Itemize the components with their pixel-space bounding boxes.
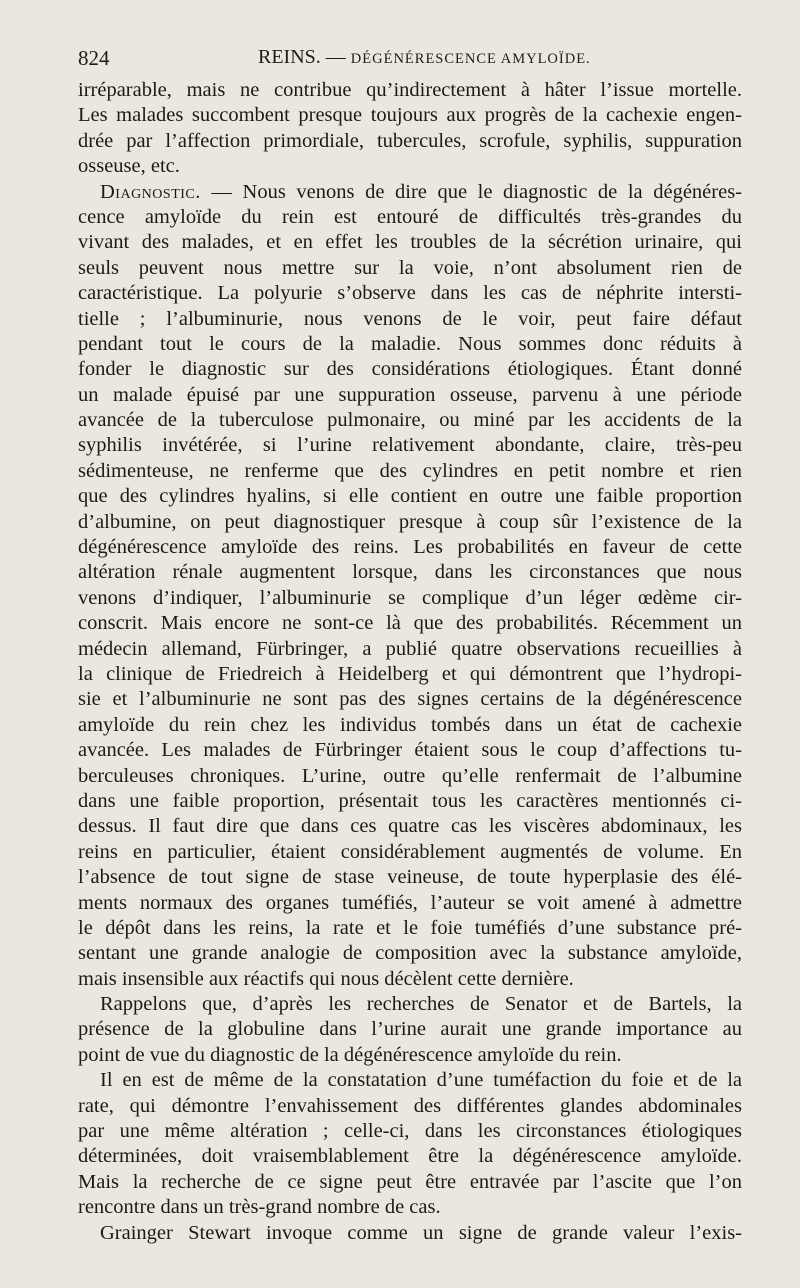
text-line: ments normaux des organes tuméfiés, l’auteur se voit amené à admettre <box>78 891 742 914</box>
text-line: Il en est de même de la constatation d’une tuméfaction du foie et de la <box>100 1069 742 1092</box>
page-header <box>78 46 742 74</box>
text-line: sédimenteuse, ne renferme que des cylindres en petit nombre et rien <box>78 459 742 482</box>
running-head-separator: — <box>325 46 346 68</box>
body-text <box>78 78 742 1246</box>
paragraph <box>78 1068 742 1220</box>
text-line: sentant une grande analogie de composition avec la substance amyloïde, <box>78 942 742 965</box>
text-line: mais insensible aux réactifs qui nous décèlent cette dernière. <box>78 967 574 990</box>
paragraph <box>78 180 742 993</box>
text-line: que des cylindres hyalins, si elle contient en outre une faible proportion <box>78 485 742 508</box>
text-line: drée par l’affection primordiale, tubercules, scrofule, syphilis, suppuration <box>78 129 742 152</box>
text-line: la clinique de Friedreich à Heidelberg et qui démontrent que l’hydropi- <box>78 662 742 685</box>
text-line: d’albumine, on peut diagnostiquer presque à coup sûr l’existence de la <box>78 510 742 533</box>
text-line: Grainger Stewart invoque comme un signe de grande valeur l’exis- <box>100 1221 742 1244</box>
text-line: avancée de la tuberculose pulmonaire, ou miné par les accidents de la <box>78 409 742 432</box>
paragraph <box>78 1221 742 1246</box>
text-line: osseuse, etc. <box>78 155 180 178</box>
page-number: 824 <box>78 46 110 70</box>
text-line: Rappelons que, d’après les recherches de Senator et de Bartels, la <box>100 993 742 1016</box>
running-head-subtitle: DÉGÉNÉRESCENCE AMYLOÏDE. <box>350 51 591 67</box>
text-line: berculeuses chroniques. L’urine, outre qu’elle renfermait de l’albumine <box>78 764 742 787</box>
text-line: altération rénale augmentent lorsque, dans les circonstances que nous <box>78 561 742 584</box>
running-head-title: REINS. <box>258 46 321 68</box>
text-line: avancée. Les malades de Fürbringer étaient sous le coup d’affections tu- <box>78 739 742 762</box>
text-line: déterminées, doit vraisemblablement être la dégénérescence amyloïde. <box>78 1145 742 1168</box>
text-line: pendant tout le cours de la maladie. Nous sommes donc réduits à <box>78 332 742 355</box>
text-line: le dépôt dans les reins, la rate et le foie tuméfiés d’une substance pré- <box>78 916 742 939</box>
text-line: venons d’indiquer, l’albuminurie se complique d’un léger œdème cir- <box>78 586 742 609</box>
text-line: l’absence de tout signe de stase veineuse, de toute hyperplasie des élé- <box>78 866 742 889</box>
text-line: présence de la globuline dans l’urine aurait une grande importance au <box>78 1018 742 1041</box>
text-line: point de vue du diagnostic de la dégénérescence amyloïde du rein. <box>78 1043 622 1066</box>
text-line: caractéristique. La polyurie s’observe dans les cas de néphrite intersti- <box>78 282 742 305</box>
section-heading: Diagnostic. <box>100 180 201 203</box>
text-line: tielle ; l’albuminurie, nous venons de le voir, peut faire défaut <box>78 307 742 330</box>
text-line: Les malades succombent presque toujours aux progrès de la cachexie engen- <box>78 104 742 127</box>
text-line: dégénérescence amyloïde des reins. Les probabilités en faveur de cette <box>78 536 742 559</box>
running-head <box>258 46 591 69</box>
text-line: dans une faible proportion, présentait tous les caractères mentionnés ci- <box>78 789 742 812</box>
text-line: cence amyloïde du rein est entouré de difficultés très-grandes du <box>78 205 742 228</box>
text-line: fonder le diagnostic sur des considérations étiologiques. Étant donné <box>78 358 742 381</box>
paragraph <box>78 992 742 1068</box>
text-line: médecin allemand, Fürbringer, a publié quatre observations recueillies à <box>78 637 742 660</box>
text-line: reins en particulier, étaient considérablement augmentés de volume. En <box>78 840 742 863</box>
text-line: Mais la recherche de ce signe peut être entravée par l’ascite que l’on <box>78 1170 742 1193</box>
text-line: irréparable, mais ne contribue qu’indirectement à hâter l’issue mortelle. <box>78 79 742 101</box>
text-line: un malade épuisé par une suppuration osseuse, parvenu à une période <box>78 383 742 406</box>
text-line: Diagnostic. — Nous venons de dire que le diagnostic de la dégénéres- <box>100 180 742 203</box>
text-line: par une même altération ; celle-ci, dans les circonstances étiologiques <box>78 1120 742 1143</box>
text-line: conscrit. Mais encore ne sont-ce là que des probabilités. Récemment un <box>78 612 742 635</box>
text-line: rate, qui démontre l’envahissement des différentes glandes abdominales <box>78 1094 742 1117</box>
text-line: vivant des malades, et en effet les troubles de la sécrétion urinaire, qui <box>78 231 742 254</box>
text-line: rencontre dans un très-grand nombre de cas. <box>78 1196 441 1219</box>
text-line: sie et l’albuminurie ne sont pas des signes certains de la dégénérescence <box>78 688 742 711</box>
paragraph <box>78 78 742 180</box>
text-line: amyloïde du rein chez les individus tombés dans un état de cachexie <box>78 713 742 736</box>
text-line: syphilis invétérée, si l’urine relativement abondante, claire, très-peu <box>78 434 742 457</box>
text-line: seuls peuvent nous mettre sur la voie, n’ont absolument rien de <box>78 256 742 279</box>
text-line: dessus. Il faut dire que dans ces quatre cas les viscères abdominaux, les <box>78 815 742 838</box>
